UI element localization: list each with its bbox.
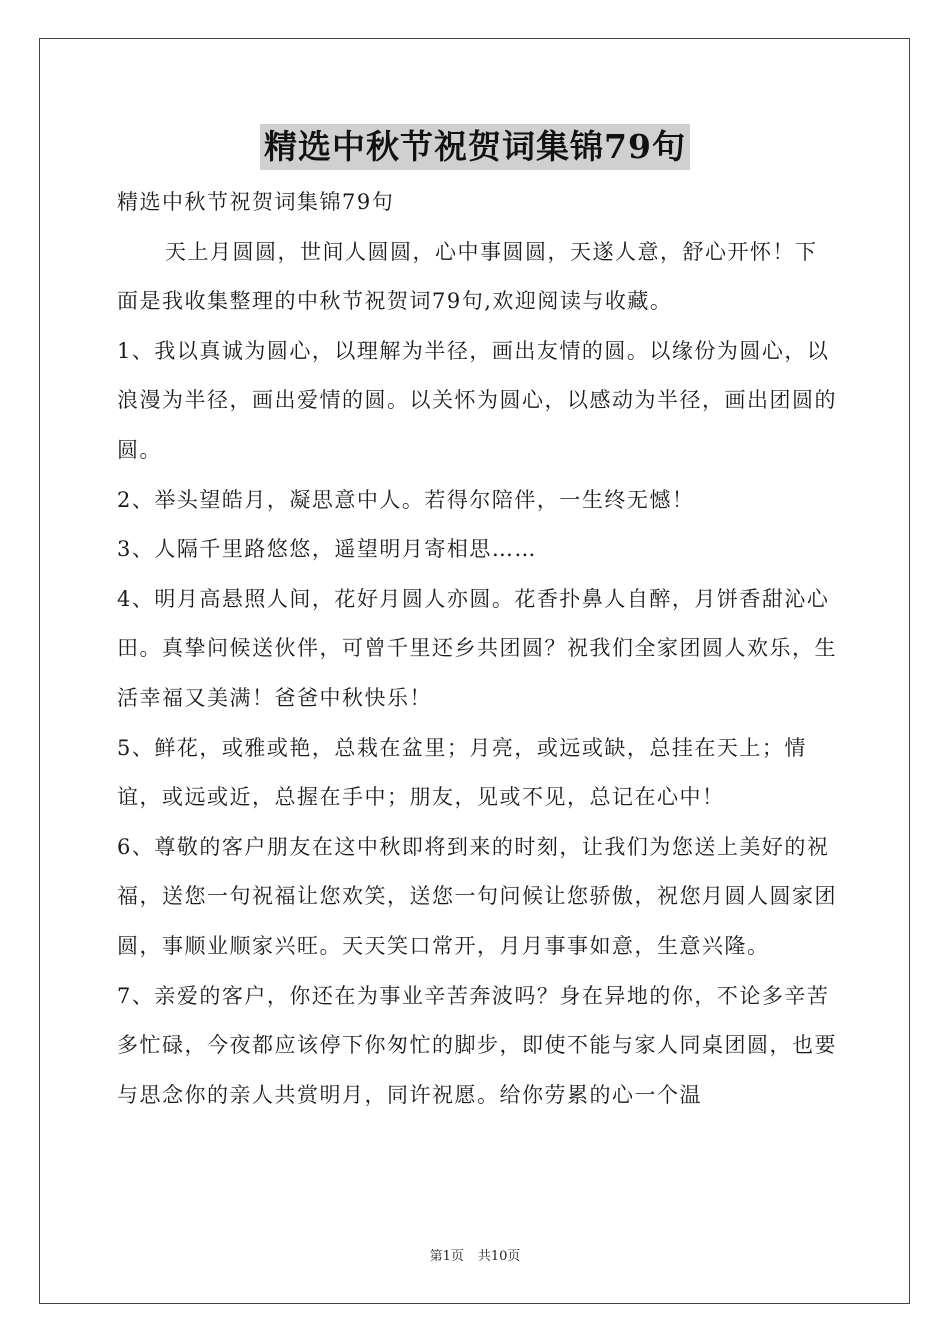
list-item: 5、鲜花，或雅或艳，总栽在盆里；月亮，或远或缺，总挂在天上；情谊，或远或近，总握在手中；朋友，见或不见，总记在心中！ <box>117 735 807 810</box>
list-item: 6、尊敬的客户朋友在这中秋即将到来的时刻，让我们为您送上美好的祝福，送您一句祝福让您欢笑，送您一句问候让您骄傲，祝您月圆人圆家团圆，事顺业顺家兴旺。天天笑口常开，月月事事如意，生意兴隆。 <box>117 834 837 958</box>
document-body <box>117 178 837 1120</box>
page-footer <box>0 1245 950 1264</box>
document-subtitle: 精选中秋节祝贺词集锦79句 <box>117 190 395 214</box>
page-number: 第1页 <box>429 1249 464 1264</box>
list-item: 1、我以真诚为圆心，以理解为半径，画出友情的圆。以缘份为圆心，以浪漫为半径，画出爱情的圆。以关怀为圆心，以感动为半径，画出团圆的圆。 <box>117 338 837 462</box>
list-item: 2、举头望皓月，凝思意中人。若得尔陪伴，一生终无憾！ <box>117 487 695 512</box>
intro-paragraph: 天上月圆圆，世间人圆圆，心中事圆圆，天遂人意，舒心开怀！下面是我收集整理的中秋节祝贺词79句,欢迎阅读与收藏。 <box>117 239 818 314</box>
list-item: 4、明月高悬照人间，花好月圆人亦圆。花香扑鼻人自醉，月饼香甜沁心田。真挚问候送伙伴，可曾千里还乡共团圆？祝我们全家团圆人欢乐，生活幸福又美满！爸爸中秋快乐！ <box>117 586 837 710</box>
document-title: 精选中秋节祝贺词集锦79句 <box>260 124 690 170</box>
list-item: 3、人隔千里路悠悠，遥望明月寄相思…… <box>117 537 537 562</box>
title-wrap <box>0 124 950 170</box>
list-item: 7、亲爱的客户，你还在为事业辛苦奔波吗？身在异地的你，不论多辛苦多忙碌，今夜都应该停下你匆忙的脚步，即使不能与家人同桌团圆，也要与思念你的亲人共赏明月，同许祝愿。给你劳累的心一个温 <box>117 983 837 1107</box>
page-total: 共10页 <box>477 1249 521 1264</box>
